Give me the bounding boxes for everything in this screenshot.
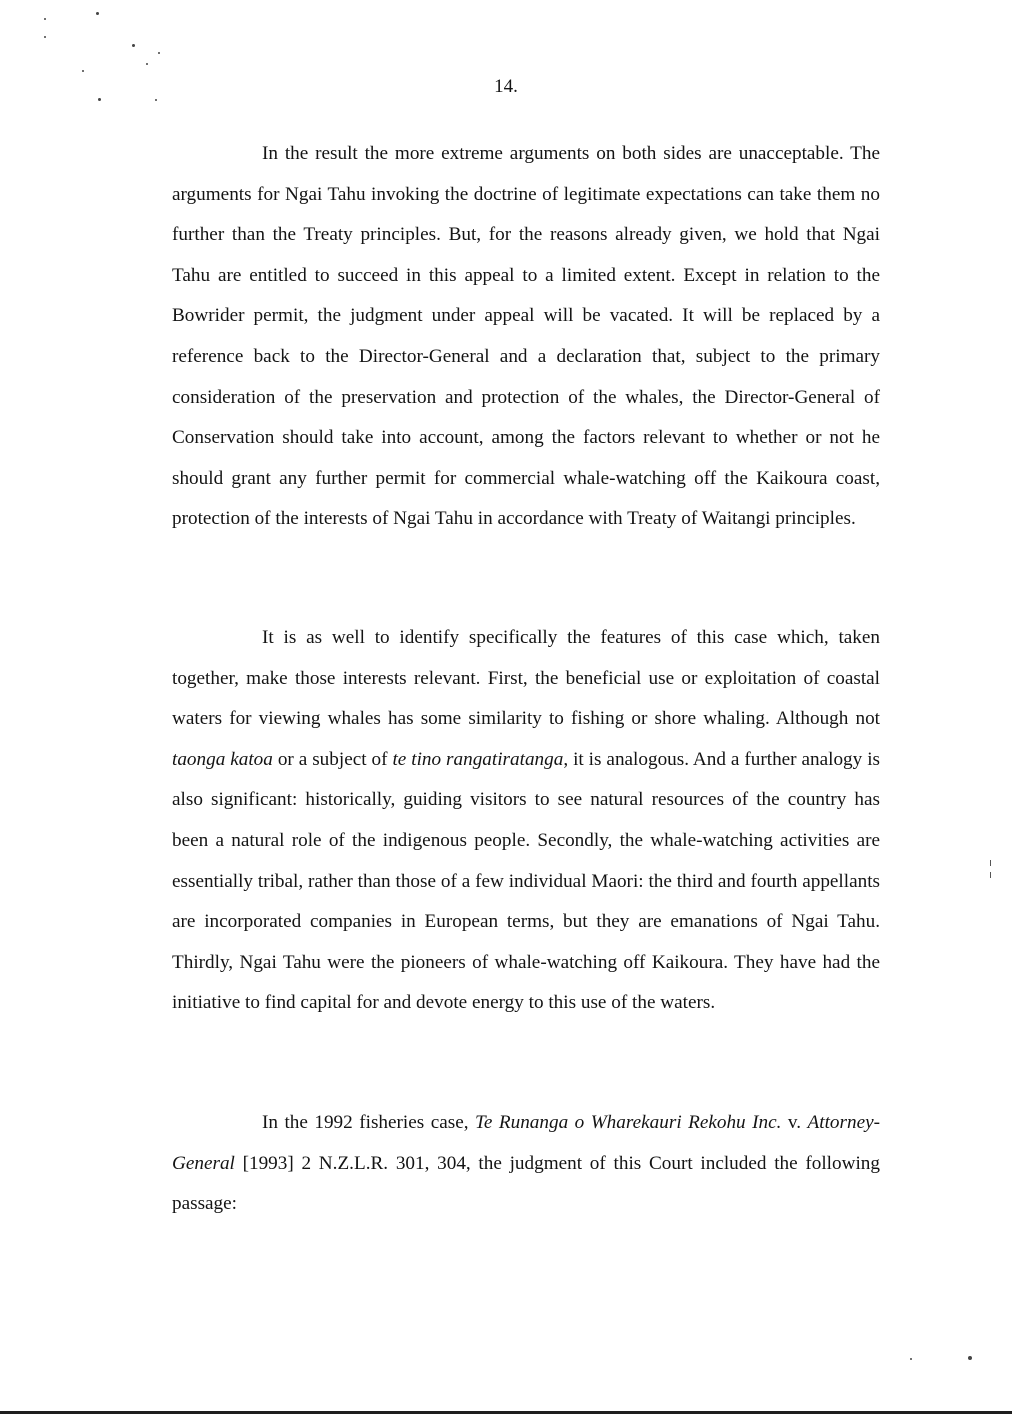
- party-name-italic: Attorney-General: [172, 1112, 880, 1174]
- paragraph-2-italic-term-2: te tino rangatiratanga: [392, 748, 564, 770]
- paragraph-1: [172, 134, 880, 540]
- paragraph-1-text: In the result the more extreme arguments on both sides are unacceptable. The arguments for Ngai Tahu invoking the doctrine of legitimate expectations can take them no further than the Treaty principles. But, for the reasons already given, we hold that Ngai Tahu are entitled to succeed in this appeal to a limited extent. Except in relation to the Bowrider permit, the judgment under appeal will be vacated. It will be replaced by a reference back to the Director-General and a declaration that, subject to the primary consideration of the preservation and protection of the whales, the Director-General of Conservation should take into account, among the factors relevant to whether or not he should grant any further permit for commercial whale-watching off the Kaikoura coast, protection of the interests of Ngai Tahu in accordance with Treaty of Waitangi principles.: [172, 143, 880, 530]
- paragraph-3-segment-5: [1993] 2 N.Z.L.R. 301, 304, the judgment of this Court included the following passage:: [172, 1152, 880, 1215]
- scan-speck: [96, 12, 99, 15]
- scan-speck: [146, 63, 148, 65]
- paragraph-2-italic-term-1: taonga katoa: [172, 748, 273, 770]
- paragraph-2-segment-3: or a subject of: [272, 748, 393, 770]
- paragraph-3-segment-3: v.: [781, 1112, 808, 1133]
- scan-speck: [158, 52, 160, 54]
- scan-mark: [990, 872, 991, 878]
- scan-speck: [910, 1358, 912, 1360]
- paragraph-3-segment-1: In the 1992 fisheries case,: [262, 1112, 475, 1133]
- paragraph-2-segment-5: , it is analogous. And a further analogy is also significant: historically, guiding visitors to see natural resources of the country has been a natural role of the indigenous people. Secondly, the whale-watching activities are essentially tribal, rather than those of a few individual Maori: the third and fourth appellants are incorporated companies in European terms, but they are emanations of Ngai Tahu. Thirdly, Ngai Tahu were the pioneers of whale-watching off Kaikoura. They have had the initiative to find capital for and devote energy to this use of the waters.: [172, 748, 880, 1014]
- scan-speck: [98, 98, 101, 101]
- case-name-italic: Te Runanga o Wharekauri Rekohu Inc.: [474, 1112, 782, 1133]
- scan-speck: [132, 44, 135, 47]
- bottom-scan-edge: [0, 1411, 1012, 1414]
- scan-speck: [155, 99, 157, 101]
- scan-speck: [44, 36, 46, 38]
- scan-speck: [82, 70, 84, 72]
- scan-speck: [968, 1356, 972, 1360]
- scan-mark: [990, 860, 991, 866]
- scan-speck: [44, 18, 46, 20]
- paragraph-2: [172, 618, 880, 1024]
- paragraph-2-segment-1: It is as well to identify specifically the features of this case which, taken together, make those interests relevant. First, the beneficial use or exploitation of coastal waters for viewing whales has some similarity to fishing or shore whaling. Although not: [172, 627, 880, 730]
- paragraph-3: [172, 1103, 880, 1225]
- page-number: 14.: [494, 76, 518, 97]
